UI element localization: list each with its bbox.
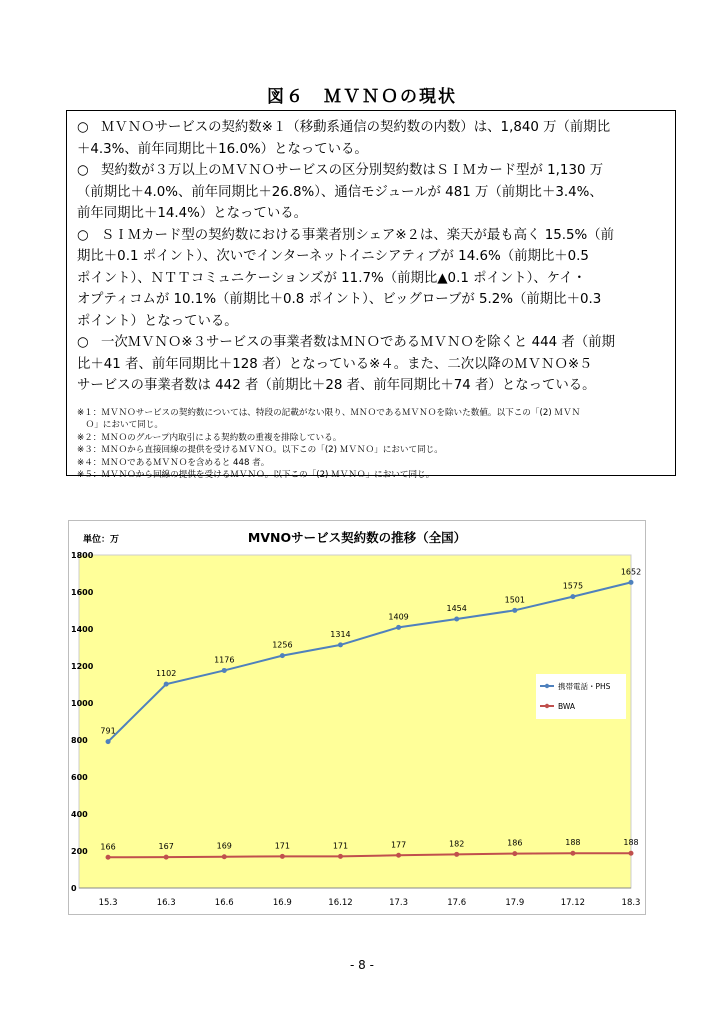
bullet-3-line-2: [77, 246, 665, 268]
data-point: [512, 608, 517, 613]
data-label: 1102: [155, 669, 177, 679]
bullet-2-line-3: [77, 203, 665, 225]
data-point: [570, 851, 575, 856]
bullet-4-line-1: [77, 332, 665, 354]
page-number: - 8 -: [350, 958, 374, 972]
chart-container: [68, 520, 646, 915]
x-tick-label: 16.6: [214, 898, 234, 908]
plot-area: [79, 555, 631, 888]
summary-bullets: [77, 117, 665, 397]
footnote-1: ※１：ＭＶＮＯサービスの契約数については、特段の記載がない限り、ＭＮＯであるＭＶＮＯを除いた数値。以下この「(2) ＭＶＮ: [77, 407, 581, 418]
bullet-4-line-3: [77, 375, 665, 397]
x-tick-label: 18.3: [621, 898, 641, 908]
x-tick-label: 17.12: [560, 898, 586, 908]
y-tick-label: 1800: [71, 551, 94, 560]
data-point: [106, 739, 111, 744]
data-label: 171: [274, 841, 291, 851]
data-point: [396, 853, 401, 858]
figure-title: 図６ ＭＶＮＯの現状: [267, 87, 457, 107]
summary-notes: [77, 407, 665, 482]
bullet-1-line-2: [77, 139, 665, 161]
bullet-mark: ○: [77, 335, 89, 350]
x-tick-label: 15.3: [98, 898, 118, 908]
data-label: 1409: [388, 612, 409, 622]
data-label: 169: [216, 841, 232, 851]
y-tick-label: 800: [71, 736, 88, 745]
summary-box: [66, 110, 676, 480]
data-point: [629, 580, 634, 585]
bullet-text: ＋4.3%、前年同期比＋16.0%）となっている。: [77, 141, 368, 157]
data-label: 1575: [562, 581, 584, 591]
footnote-6: ※５：ＭＶＮＯから回線の提供を受けるＭＶＮＯ。以下この「(2) ＭＶＮＯ」において同じ。: [77, 470, 435, 480]
data-point: [222, 854, 227, 859]
bullet-text: 前年同期比＋14.4%）となっている。: [77, 206, 308, 221]
data-label: 791: [100, 726, 116, 736]
data-point: [222, 668, 227, 673]
data-label: 1652: [620, 567, 642, 577]
data-label: 182: [449, 839, 465, 849]
x-tick-label: 17.3: [389, 898, 409, 908]
data-point: [396, 625, 401, 630]
footnote-4: ※３：ＭＮＯから直接回線の提供を受けるＭＶＮＯ。以下この「(2) ＭＶＮＯ」において同じ。: [77, 445, 443, 455]
bullet-text: 契約数が３万以上のＭＶＮＯサービスの区分別契約数はＳＩＭカード型が 1,130 万: [101, 163, 604, 178]
x-tick-label: 17.9: [505, 898, 525, 908]
data-point: [338, 642, 343, 647]
bullet-3-line-3: [77, 268, 665, 290]
data-label: 1314: [330, 629, 351, 639]
bullet-mark: ○: [77, 163, 89, 178]
legend-marker: [545, 684, 549, 688]
bullet-4-line-2: [77, 354, 665, 376]
y-tick-label: 1200: [71, 662, 94, 671]
bullet-text: （前期比＋4.0%、前年同期比＋26.8%）、通信モジュールが 481 万（前期比＋3.4%、: [77, 184, 603, 200]
data-label: 1176: [214, 655, 235, 665]
data-point: [570, 594, 575, 599]
y-tick-label: 600: [71, 773, 88, 782]
bullet-text: 一次ＭＶＮＯ※３サービスの事業者数はＭＮＯであるＭＶＮＯを除くと 444 者（前期: [101, 335, 615, 350]
x-tick-label: 16.12: [328, 898, 353, 908]
data-label: 177: [390, 840, 407, 850]
footnote-2: Ｏ」において同じ。: [77, 420, 163, 430]
data-point: [106, 855, 111, 860]
legend-box: [536, 674, 626, 719]
bullet-1-line-1: [77, 117, 665, 139]
bullet-text: オプティコムが 10.1%（前期比＋0.8 ポイント）、ビッグローブが 5.2%（前期比＋0.3: [77, 292, 602, 307]
y-tick-label: 400: [71, 810, 88, 819]
data-point: [338, 854, 343, 859]
y-tick-label: 1400: [71, 625, 94, 634]
data-point: [454, 852, 459, 857]
bullet-2-line-1: [77, 160, 665, 182]
data-point: [512, 851, 517, 856]
data-point: [280, 854, 285, 859]
bullet-text: ＭＶＮＯサービスの契約数※１（移動系通信の契約数の内数）は、1,840 万（前期比: [101, 120, 611, 135]
bullet-3-line-5: [77, 311, 665, 333]
y-tick-label: 0: [71, 884, 77, 893]
data-point: [164, 682, 169, 687]
y-tick-label: 1000: [71, 699, 94, 708]
bullet-text: ポイント）となっている。: [77, 313, 238, 329]
y-tick-label: 1600: [71, 588, 94, 597]
unit-label: 単位：万: [83, 535, 120, 545]
bullet-text: ＳＩＭカード型の契約数における事業者別シェア※２は、楽天が最も高く 15.5%（前: [101, 227, 615, 243]
bullet-text: ポイント）、ＮＴＴコミュニケーションズが 11.7%（前期比▲0.1 ポイント）、ケイ・: [77, 270, 586, 286]
x-tick-label: 16.3: [156, 898, 176, 908]
bullet-3-line-1: [77, 225, 665, 247]
data-point: [164, 855, 169, 860]
bullet-mark: ○: [77, 120, 89, 135]
x-tick-label: 17.6: [447, 898, 467, 908]
footnote-3: ※２：ＭＮＯのグループ内取引による契約数の重複を排除している。: [77, 432, 342, 443]
data-point: [280, 653, 285, 658]
data-label: 1454: [446, 604, 467, 614]
data-label: 188: [623, 838, 639, 848]
legend-marker: [545, 704, 549, 708]
bullet-mark: ○: [77, 227, 89, 243]
data-label: 167: [158, 842, 174, 852]
data-label: 186: [507, 838, 523, 848]
data-label: 1256: [272, 640, 293, 650]
bullet-2-line-2: [77, 182, 665, 204]
legend-label: 携帯電話・PHS: [558, 682, 611, 691]
legend-label: BWA: [558, 702, 576, 711]
chart-title: MVNOサービス契約数の推移（全国）: [247, 530, 467, 545]
bullet-text: サービスの事業者数は 442 者（前期比＋28 者、前年同期比＋74 者）となっている。: [77, 378, 596, 393]
data-label: 188: [565, 838, 581, 848]
x-tick-label: 16.9: [272, 898, 292, 908]
data-point: [454, 617, 459, 622]
data-label: 171: [332, 841, 349, 851]
y-tick-label: 200: [71, 847, 88, 856]
bullet-3-line-4: [77, 289, 665, 311]
data-label: 1501: [504, 595, 525, 605]
bullet-text: 比＋41 者、前年同期比＋128 者）となっている※４。また、二次以降のＭＶＮＯ※５: [77, 356, 593, 372]
data-point: [629, 851, 634, 856]
footnote-5: ※４：ＭＮＯであるＭＶＮＯを含めると 448 者。: [77, 457, 270, 468]
data-label: 166: [100, 842, 116, 852]
bullet-text: 期比＋0.1 ポイント）、次いでインターネットイニシアティブが 14.6%（前期比＋0.5: [77, 249, 589, 264]
line-chart: [69, 521, 645, 914]
